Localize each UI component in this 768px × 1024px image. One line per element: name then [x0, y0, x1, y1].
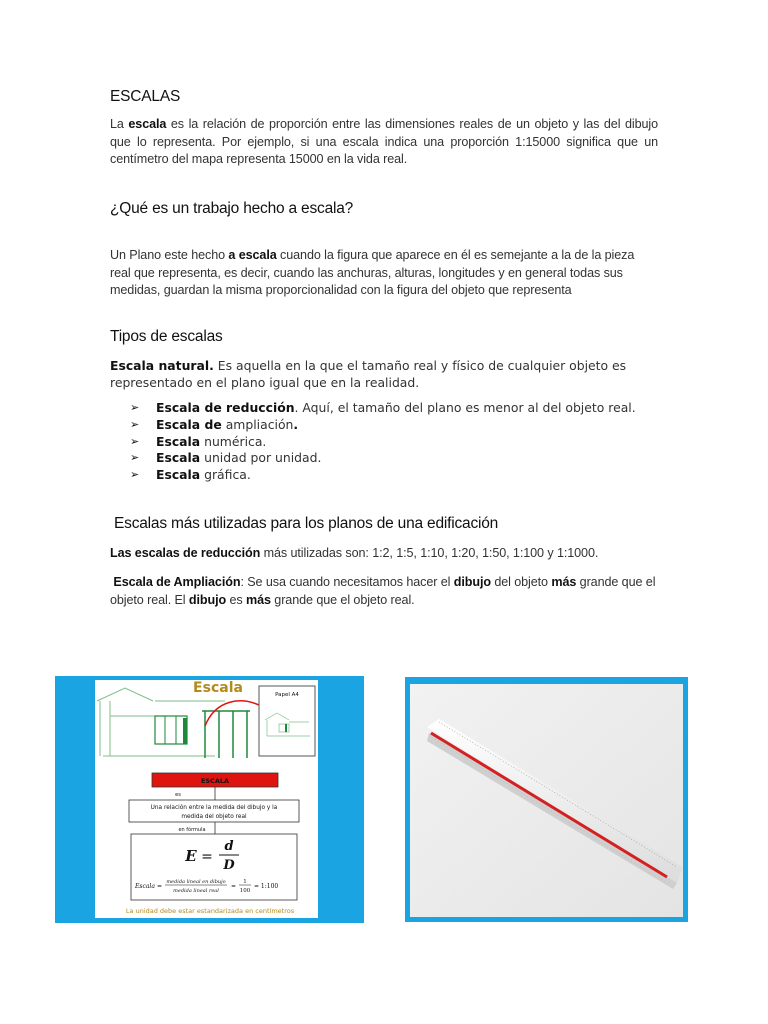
text: . Aquí, el tamaño del plano es menor al del objeto real. [294, 400, 636, 415]
ratio-label: = 1:100 [254, 883, 279, 890]
bold-text: más [246, 592, 271, 607]
formula-e: E [185, 847, 197, 865]
diagram-title: Escala [193, 680, 243, 696]
bold-text: escala [128, 117, 167, 131]
text: Un Plano este hecho [110, 248, 229, 262]
es-label: es [175, 792, 181, 798]
text: más utilizadas son: 1:2, 1:5, 1:10, 1:20, 1:50, 1:100 y 1:1000. [260, 546, 599, 560]
text: : Se usa cuando necesitamos hacer el [240, 575, 454, 589]
text: Es aquella en la que el tamaño real y físico de cualquier objeto es representado en el plano igual que en la realidad. [110, 358, 627, 390]
text: cuando la figura que aparece en él es semejante a la de la pieza real que representa, es decir, cuando las anchuras, alturas, longitudes y en general todas sus medidas, guardan la misma proporcionalidad con la figura del objeto que representa [110, 248, 635, 297]
text: grande que el objeto real. El [110, 575, 656, 607]
detail-equals: = [157, 883, 163, 890]
bold-text: a escala [228, 248, 277, 262]
bullet-list-tipos [110, 400, 670, 484]
list-item [110, 434, 670, 451]
formula-numerator: d [224, 839, 234, 854]
arrow-bullet-icon: ➢ [130, 451, 140, 465]
paragraph-escalas-reduccion [110, 545, 660, 563]
detail-equals-2: = [231, 883, 237, 890]
text: del objeto [490, 575, 552, 589]
bold-text: dibujo [188, 592, 227, 607]
list-item [110, 400, 670, 417]
figure-ruler-photo [405, 677, 688, 922]
arrow-bullet-icon: ➢ [130, 468, 140, 482]
one-label: 1 [243, 879, 247, 885]
arrow-bullet-icon: ➢ [130, 434, 140, 448]
bold-text: . [293, 416, 299, 432]
arrow-bullet-icon: ➢ [130, 401, 140, 414]
text: es [226, 592, 246, 607]
bold-text: Escala de Ampliación [113, 575, 241, 589]
house-door-icon [183, 718, 187, 744]
relation-line-1: Una relación entre la medida del dibujo y la [150, 805, 278, 811]
list-item [110, 467, 670, 484]
small-door-icon [285, 724, 287, 732]
heading-trabajo-a-escala: ¿Qué es un trabajo hecho a escala? [110, 200, 354, 217]
bold-text: dibujo [453, 575, 491, 589]
bold-text: Escala natural. [110, 358, 214, 373]
bold-text: Escala de reducción [156, 400, 295, 415]
bold-text: Las escalas de reducción [110, 546, 261, 560]
escala-box-label: ESCALA [200, 777, 230, 785]
escala-word: Escala [135, 883, 155, 890]
figure-escala-diagram [55, 676, 364, 923]
bold-text: Escala de [156, 416, 222, 432]
bold-text: más [551, 575, 577, 589]
bold-text: Escala [156, 450, 201, 466]
formula-equals: = [201, 849, 213, 865]
heading-escalas: ESCALAS [110, 88, 181, 105]
hundred-label: 100 [239, 888, 251, 894]
diagram-footer: La unidad debe estar estandarizada en centímetros [125, 907, 295, 915]
formula-denominator: D [223, 858, 235, 873]
list-item [110, 450, 670, 467]
bold-text: Escala [156, 433, 201, 449]
paragraph-escala-ampliacion [110, 574, 662, 609]
denominator-label: medida lineal real [173, 888, 219, 894]
list-item [110, 417, 670, 434]
en-formula-label: en fórmula [178, 827, 206, 833]
text: ampliación [221, 416, 294, 432]
paper-a4-label: Papel A4 [275, 692, 299, 698]
scale-ruler-photo [405, 677, 688, 922]
heading-escalas-mas-utilizadas: Escalas más utilizadas para los planos de una edificación [114, 515, 499, 532]
text: es la relación de proporción entre las dimensiones reales de un objeto y las del dibujo que lo representa. Por ejemplo, si una escala indica una proporción 1:15000 significa que un centímetro del mapa representa 15000 en la vida real. [110, 117, 658, 166]
relation-line-2: medida del objeto real [181, 814, 247, 820]
text: gráfica. [200, 467, 251, 483]
paragraph-escala-natural [110, 357, 650, 391]
escala-diagram-svg [55, 676, 364, 923]
numerator-label: medida lineal en dibujo [166, 879, 226, 885]
text: La [110, 117, 129, 131]
paragraph-plano-a-escala [110, 247, 650, 300]
text: unidad por unidad. [200, 450, 322, 466]
text: grande que el objeto real. [270, 592, 415, 607]
heading-tipos-de-escalas: Tipos de escalas [110, 328, 223, 345]
text: numérica. [200, 433, 267, 449]
arrow-bullet-icon: ➢ [130, 417, 140, 431]
bold-text: Escala [156, 467, 201, 483]
paragraph-escala-definition [110, 116, 658, 169]
